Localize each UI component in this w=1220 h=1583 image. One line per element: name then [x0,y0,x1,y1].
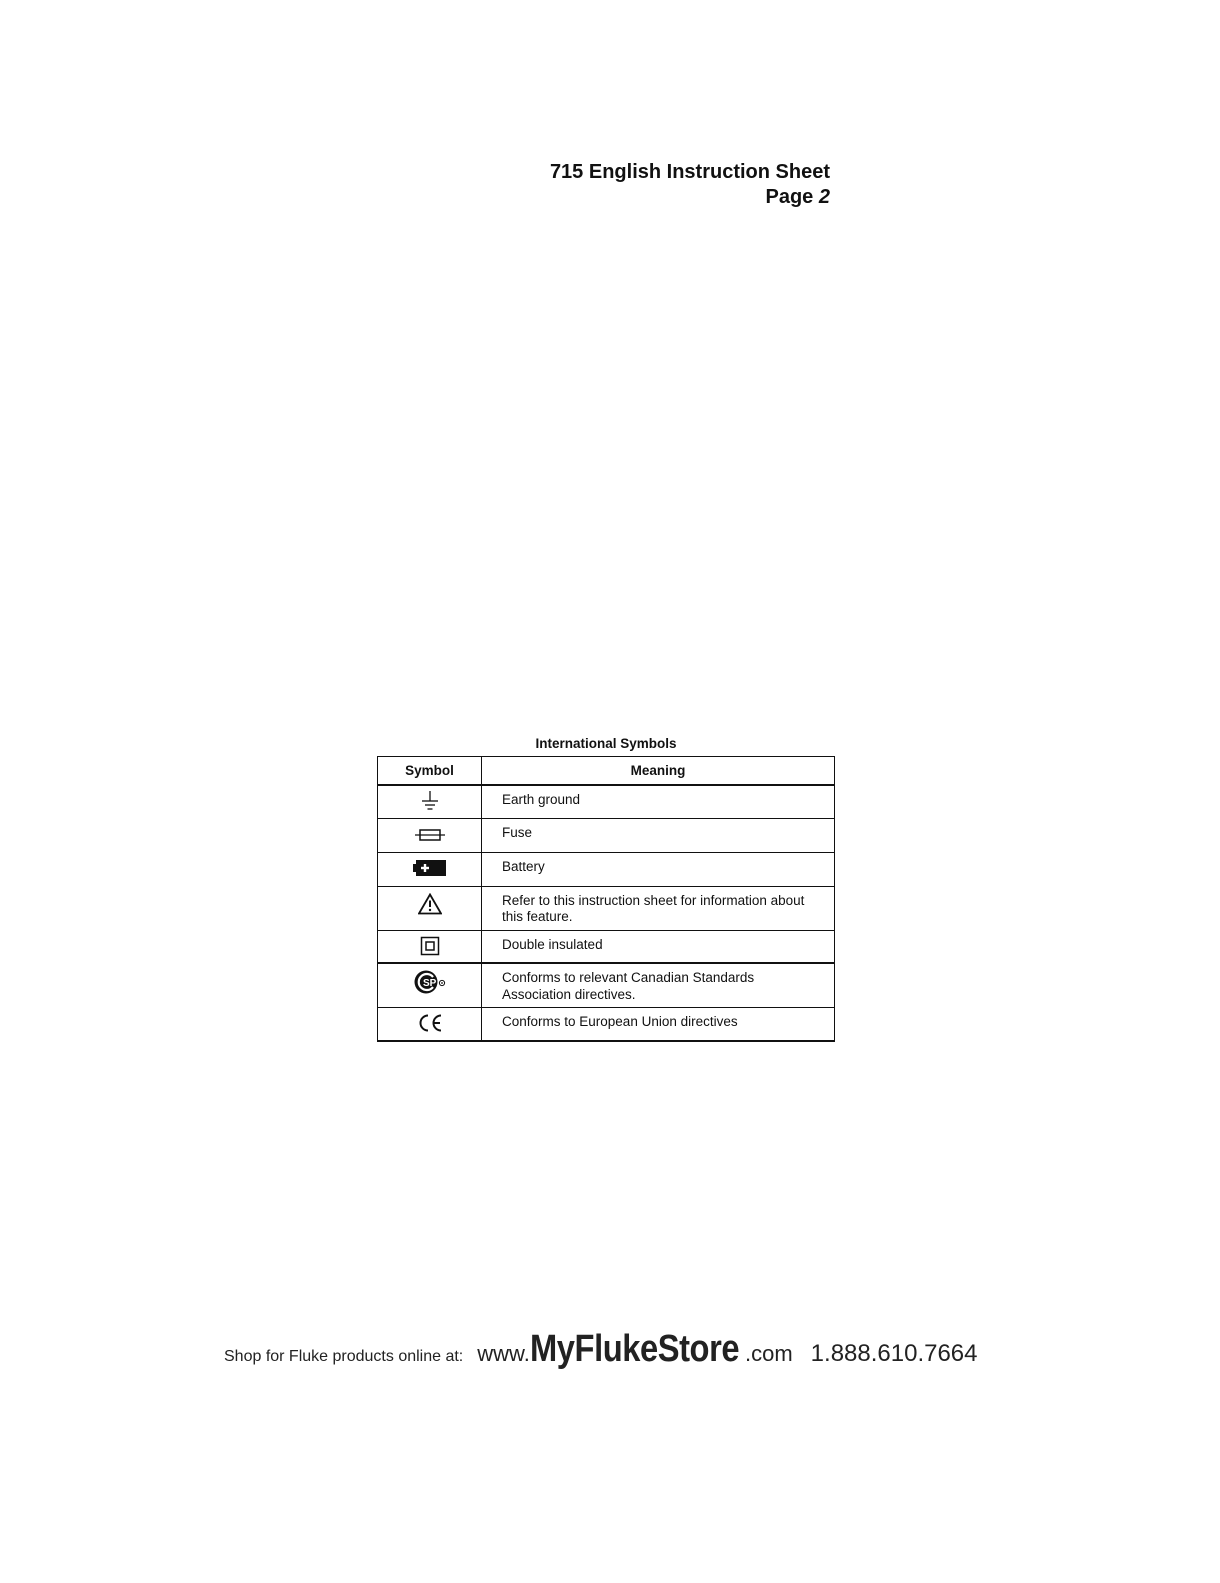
international-symbols-table [377,756,835,1042]
ce-mark-icon [417,1013,443,1033]
table-row [378,930,835,963]
document-title: 715 English Instruction Sheet [549,161,830,183]
page-indicator [550,185,830,210]
meaning-cell: Conforms to relevant Canadian Standards Association directives. [482,963,835,1008]
table-row [378,818,835,852]
url-brand: MyFlukeStore [529,1328,739,1370]
table-row [378,852,835,886]
csa-mark-icon [413,968,447,996]
store-footer [224,1328,1004,1376]
url-suffix: .com [744,1341,793,1366]
url-prefix: www. [477,1341,530,1366]
shop-text: Shop for Fluke products online at: [224,1348,464,1365]
double-insulated-icon [420,936,440,956]
earth-ground-icon [420,790,440,812]
meaning-cell: Double insulated [482,930,835,963]
table-caption: International Symbols [535,736,677,751]
table-header-row [378,757,835,786]
column-header-meaning: Meaning [482,757,835,786]
store-url-link[interactable] [477,1328,810,1371]
warning-triangle-icon [418,893,442,915]
document-header [550,160,830,210]
battery-icon [413,858,447,878]
svg-text:SP: SP [422,978,436,989]
meaning-cell: Earth ground [482,785,835,818]
meaning-cell: Refer to this instruction sheet for information about this feature. [482,886,835,930]
column-header-symbol: Symbol [378,757,482,786]
table-row [378,785,835,818]
fuse-icon [414,825,446,845]
page-label: Page [765,186,814,208]
table-row [378,1008,835,1041]
page-number: 2 [818,186,830,208]
meaning-cell: Battery [482,852,835,886]
meaning-cell: Fuse [482,818,835,852]
table-row [378,886,835,930]
table-row [378,963,835,1008]
meaning-cell: Conforms to European Union directives [482,1008,835,1041]
phone-number: 1.888.610.7664 [810,1340,978,1367]
